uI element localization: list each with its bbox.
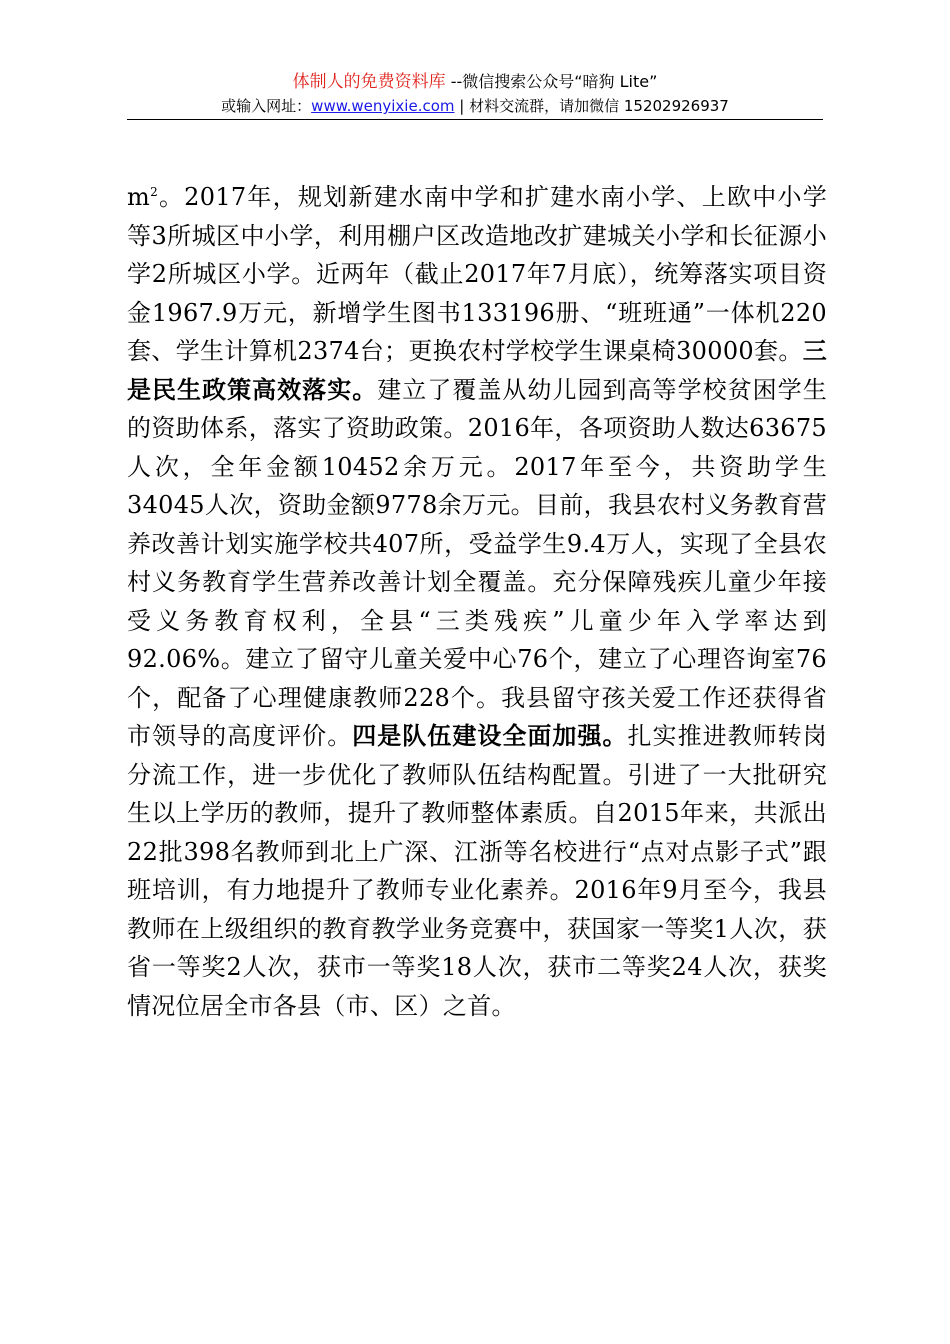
area-unit-superscript: 2 — [150, 185, 158, 199]
heading-teacher-workforce: 四是队伍建设全面加强。 — [352, 721, 628, 750]
heading-livelihood-policy: 三是民生政策高效落实。 — [127, 336, 827, 404]
header-title-line — [0, 70, 950, 94]
document-body — [127, 178, 827, 1025]
header-contact: | 材料交流群，请加微信 15202926937 — [454, 97, 729, 115]
page-header — [0, 70, 950, 118]
header-divider — [127, 119, 823, 120]
paragraph-teacher-training: 扎实推进教师转岗分流工作，进一步优化了教师队伍结构配置。引进了一大批研究生以上学历的教师，提升了教师整体素质。自2015年来，共派出22批398名教师到北上广深、江浙等名校进行“点对点影子式”跟班培训，有力地提升了教师专业化素养。2016年9月至今，我县教师在上级组织的教育教学业务竞赛中，获国家一等奖1人次，获省一等奖2人次，获市一等奖18人次，获市二等奖24人次，获奖情况位居全市各县（市、区）之首。 — [127, 722, 827, 1020]
paragraph-student-aid: 建立了覆盖从幼儿园到高等学校贫困学生的资助体系，落实了资助政策。2016年，各项资助人数达63675人次，全年金额10452余万元。2017年至今，共资助学生34045人次，资助金额9778余万元。目前，我县农村义务教育营养改善计划实施学校共407所，受益学生9.4万人，实现了全县农村义务教育学生营养改善计划全覆盖。充分保障残疾儿童少年接受义务教育权利，全县“三类残疾”儿童少年入学率达到92.06%。建立了留守儿童关爱中心76个，建立了心理咨询室76个，配备了心理健康教师228个。我县留守孩关爱工作还获得省市领导的高度评价。 — [127, 375, 828, 750]
header-url-prefix: 或输入网址： — [221, 97, 312, 115]
header-tagline: --微信搜索公众号“暗狗 Lite” — [445, 72, 658, 91]
header-brand: 体制人的免费资料库 — [292, 72, 446, 92]
header-url-link[interactable]: www.wenyixie.com — [311, 97, 455, 115]
header-contact-line — [0, 94, 950, 118]
paragraph-school-construction: 。2017年，规划新建水南中学和扩建水南小学、上欧中小学等3所城区中小学，利用棚户区改造地改扩建城关小学和长征源小学2所城区小学。近两年（截止2017年7月底），统筹落实项目资金1967.9万元，新增学生图书133196册、“班班通”一体机220套、学生计算机2374台；更换农村学校学生课桌椅30000套。 — [127, 183, 827, 365]
area-unit: m — [127, 183, 151, 211]
